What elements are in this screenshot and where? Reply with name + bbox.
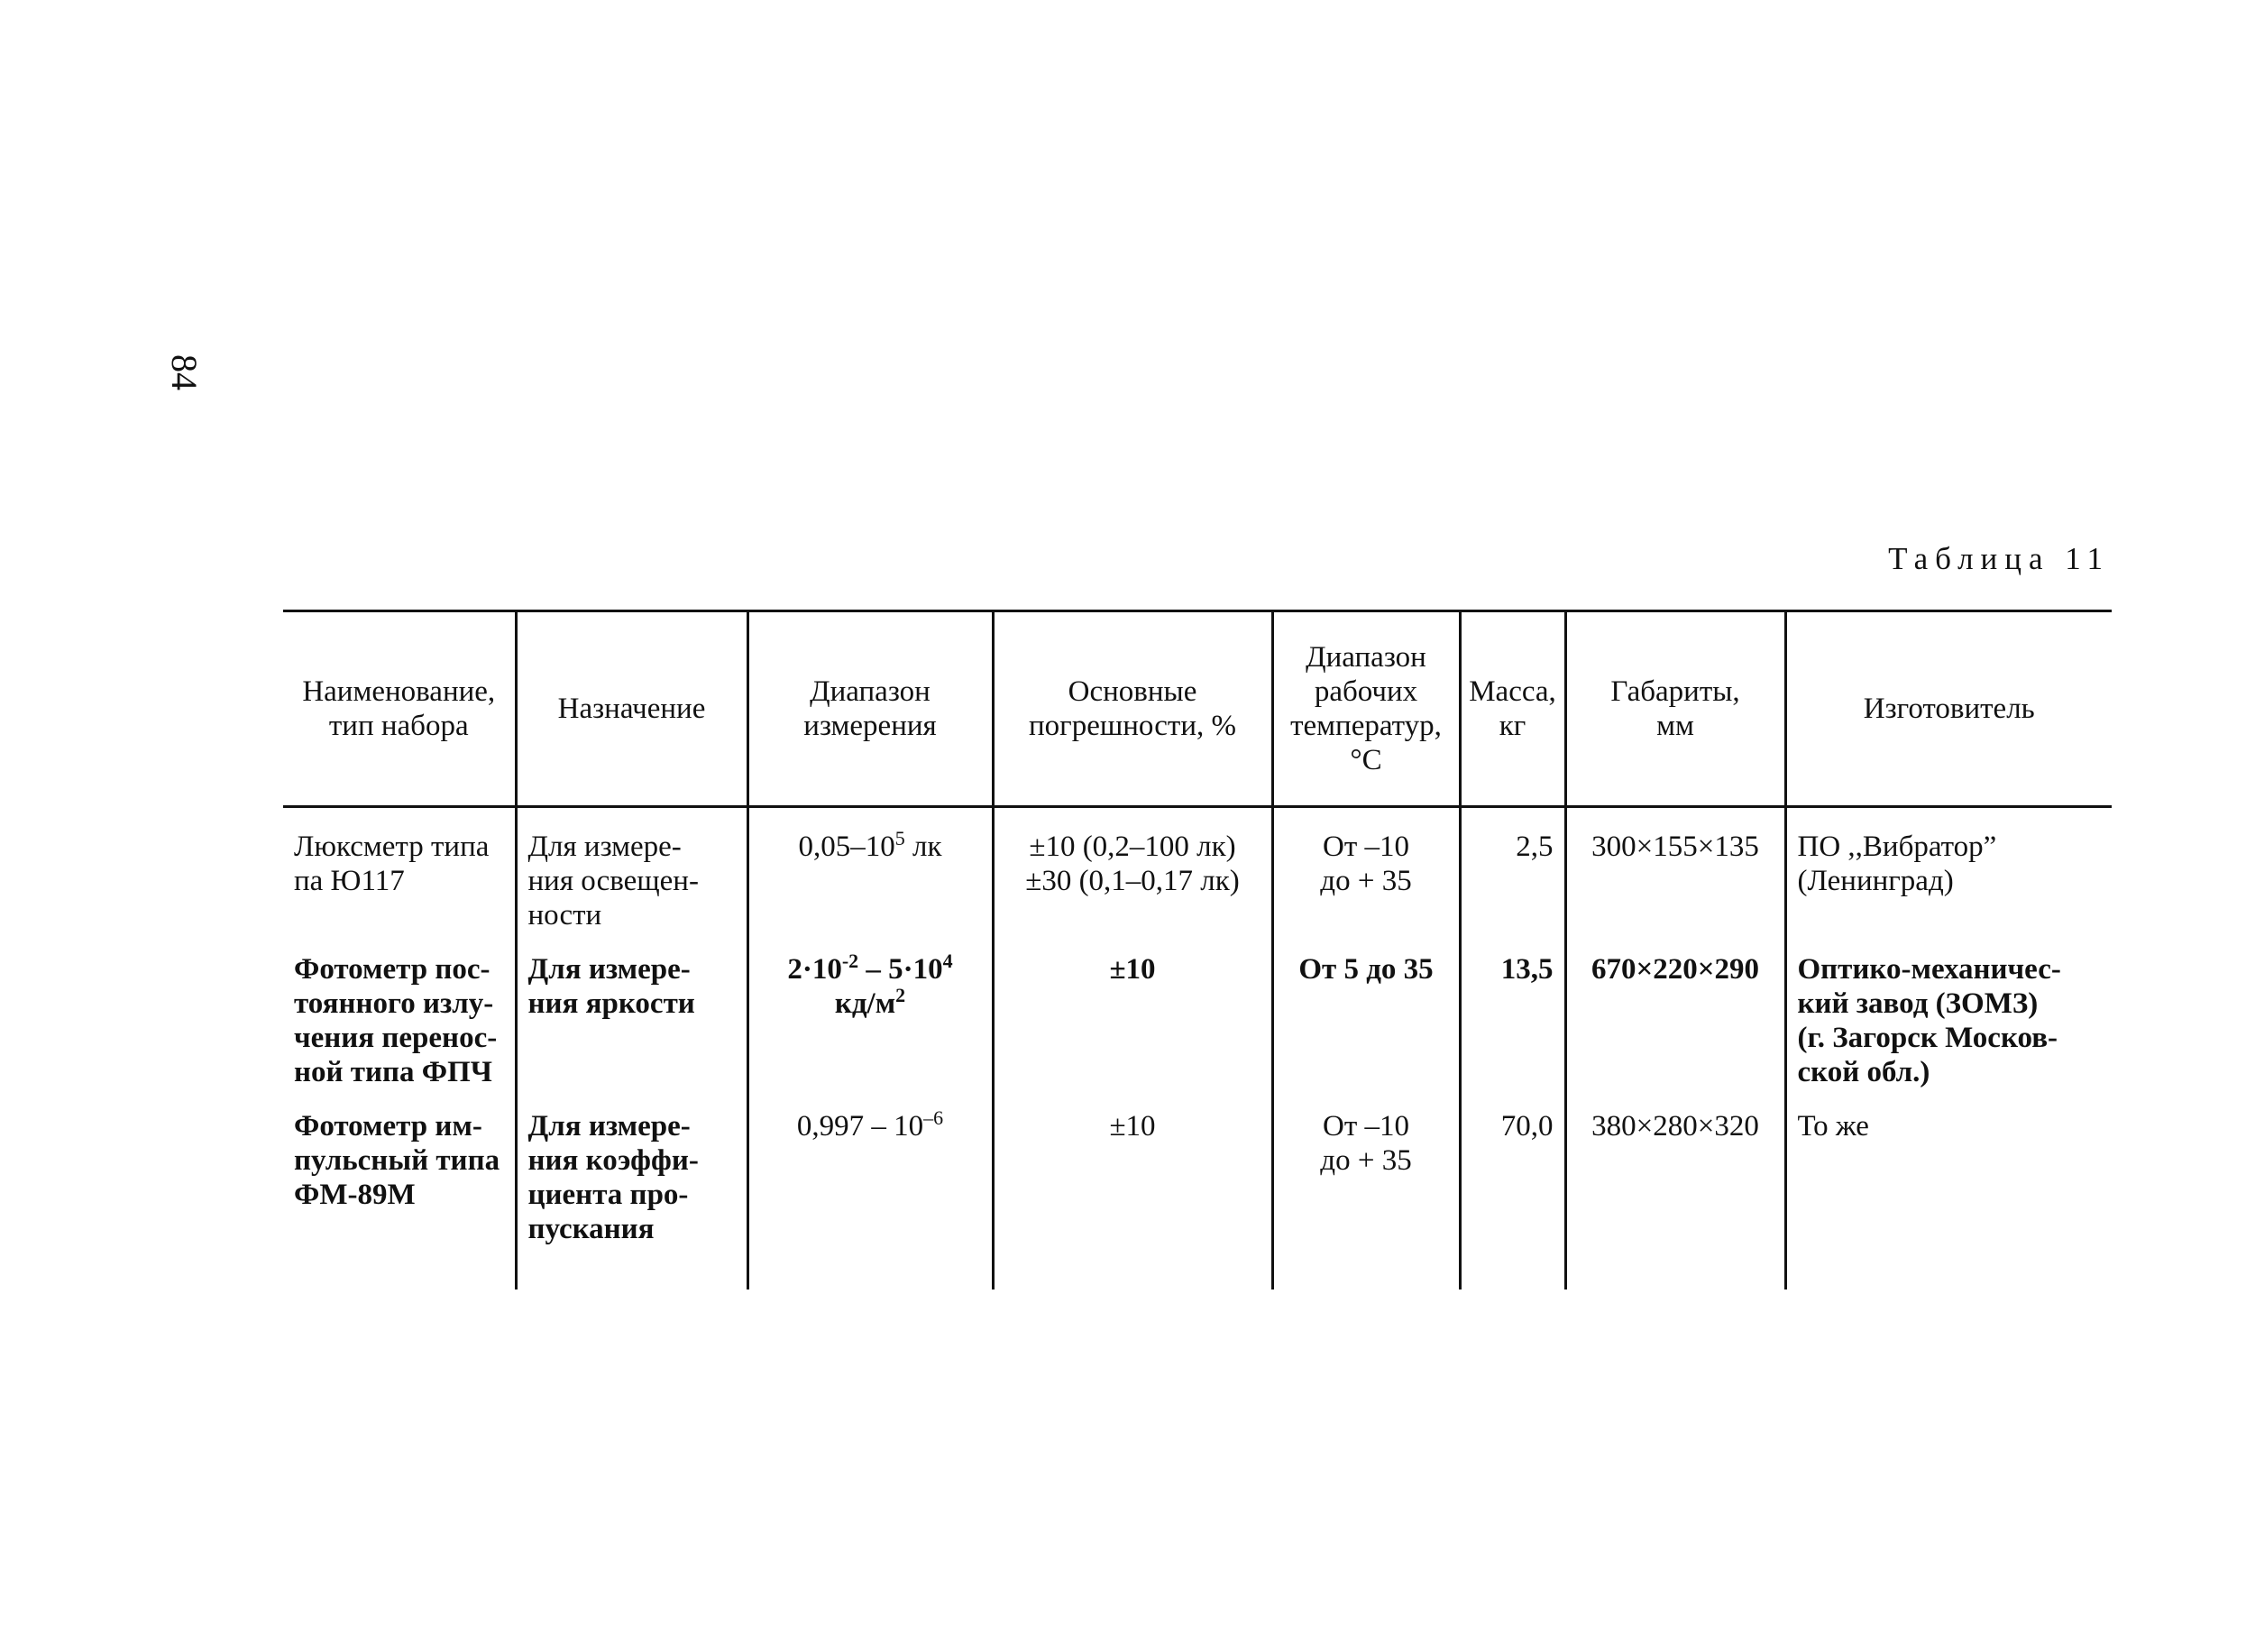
cell-errors: ±10 bbox=[993, 1104, 1272, 1289]
cell-purpose: Для измере- ния яркости bbox=[516, 947, 747, 1104]
cell-temp: От –10 до + 35 bbox=[1272, 807, 1460, 948]
cell-purpose: Для измере- ния коэффи- циента про- пускания bbox=[516, 1104, 747, 1289]
header-errors: Основные погрешности, % bbox=[993, 611, 1272, 807]
cell-name: Фотометр пос- тоянного излу- чения перенос- ной типа ФПЧ bbox=[294, 953, 498, 1088]
header-purpose: Назначение bbox=[516, 611, 747, 807]
cell-mass: 70,0 bbox=[1460, 1104, 1565, 1289]
cell-errors: ±10 bbox=[993, 947, 1272, 1104]
cell-maker: ПО ,,Вибратор” (Ленинград) bbox=[1785, 807, 2112, 948]
data-table bbox=[283, 610, 2112, 1289]
header-maker: Изготовитель bbox=[1785, 611, 2112, 807]
table-header-row bbox=[283, 611, 2112, 807]
header-dims: Габариты, мм bbox=[1565, 611, 1785, 807]
page-number: 84 bbox=[164, 354, 205, 390]
cell-name: Люксметр типа па Ю117 bbox=[294, 831, 490, 897]
cell-mass: 2,5 bbox=[1460, 807, 1565, 948]
cell-range: $2\cdot 10^{-2} - 5\cdot 10^4$ $кд/м^2$ bbox=[747, 947, 993, 1104]
cell-dims: 380×280×320 bbox=[1565, 1104, 1785, 1289]
table-row bbox=[283, 807, 2112, 948]
cell-maker: То же bbox=[1785, 1104, 2112, 1289]
cell-dims: 300×155×135 bbox=[1565, 807, 1785, 948]
table-caption: Таблица 11 bbox=[1888, 541, 2110, 576]
header-range: Диапазон измерения bbox=[747, 611, 993, 807]
header-name: Наименование, тип набора bbox=[283, 611, 516, 807]
cell-range: $0,05-10^5$ лк bbox=[747, 807, 993, 948]
table-row bbox=[283, 1104, 2112, 1289]
cell-dims: 670×220×290 bbox=[1565, 947, 1785, 1104]
cell-maker: Оптико-механичес- кий завод (ЗОМЗ) (г. Загорск Москов- ской обл.) bbox=[1785, 947, 2112, 1104]
table-row bbox=[283, 947, 2112, 1104]
cell-purpose: Для измере- ния освещен- ности bbox=[516, 807, 747, 948]
header-temp: Диапазон рабочих температур, °С bbox=[1272, 611, 1460, 807]
header-mass: Масса, кг bbox=[1460, 611, 1565, 807]
cell-temp: От 5 до 35 bbox=[1272, 947, 1460, 1104]
cell-mass: 13,5 bbox=[1460, 947, 1565, 1104]
cell-name: Фотометр им- пульсный типа ФМ-89М bbox=[294, 1110, 500, 1211]
cell-errors: ±10 (0,2–100 лк) ±30 (0,1–0,17 лк) bbox=[993, 807, 1272, 948]
cell-temp: От –10 до + 35 bbox=[1272, 1104, 1460, 1289]
cell-range: $0,997 - 10^{-6}$ bbox=[747, 1104, 993, 1289]
